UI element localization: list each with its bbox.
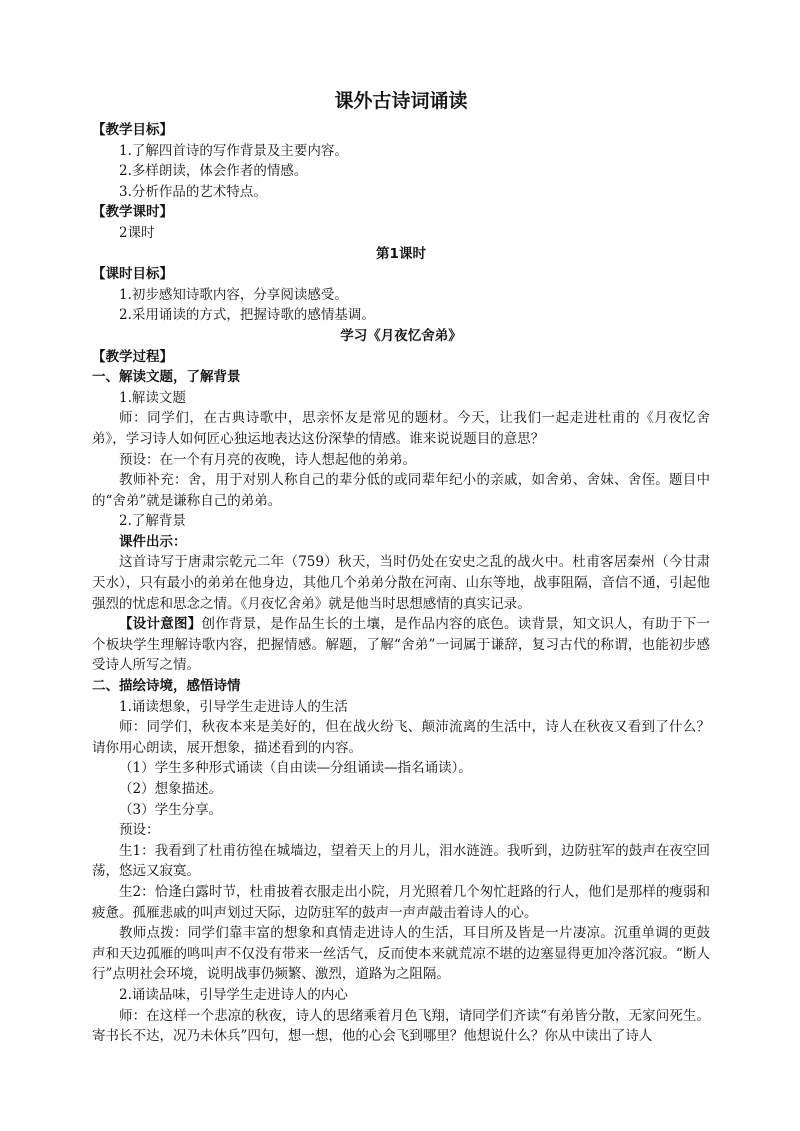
step-item: （1）学生多种形式诵读（自由读—分组诵读—指名诵读）。 [119, 760, 472, 777]
goals-heading: 【教学目标】 [92, 122, 173, 138]
paragraph: 这首诗写于唐肃宗乾元二年（759）秋天，当时仍处在安史之乱的战火中。杜甫客居秦州（今甘肃天水），只有最小的弟弟在他身边，其他几个弟弟分散在河南、山东等地，战事阻隔，音信不通，引起他强烈的忧虑和思念之情。《月夜忆舍弟》就是他当时思想感情的真实记录。 [92, 554, 710, 612]
document-title: 课外古诗词诵读 [334, 90, 468, 112]
courseware-label: 课件出示： [119, 533, 187, 550]
paragraph: 教师补充：舍，用于对别人称自己的辈分低的或同辈年纪小的亲戚，如舍弟、舍妹、舍侄。题目中的“舍弟”就是谦称自己的弟弟。 [92, 472, 710, 509]
goal-item: 2.多样朗读，体会作者的情感。 [119, 163, 308, 180]
section-heading: 一、解读文题，了解背景 [92, 369, 241, 386]
goal-item: 3.分析作品的艺术特点。 [119, 183, 267, 200]
subsection-title: 1.诵读想象，引导学生走进诗人的生活 [119, 698, 348, 715]
paragraph: 生1：我看到了杜甫彷徨在城墙边，望着天上的月儿，泪水涟涟。我听到，边防驻军的鼓声在夜空回荡，悠远又寂寞。 [92, 842, 710, 880]
paragraph: 教师点拨：同学们靠丰富的想象和真情走进诗人的生活，耳目所及皆是一片凄凉。沉重单调的更鼓声和天边孤雁的鸣叫声不仅没有带来一丝活气，反而使本来就荒凉不堪的边塞显得更加冷落沉寂。“断人行”点明社会环境，说明战事仍频繁、激烈，道路为之阻隔。 [92, 925, 710, 983]
paragraph: 师：同学们，秋夜本来是美好的，但在战火纷飞、颠沛流离的生活中，诗人在秋夜又看到了什么？请你用心朗读，展开想象，描述看到的内容。 [92, 719, 710, 756]
document-content [92, 86, 710, 1047]
subsection-title: 1.解读文题 [119, 389, 186, 406]
design-intent-paragraph [92, 614, 710, 676]
subsection-title: 2.了解背景 [119, 513, 186, 530]
lesson-title: 第1课时 [376, 245, 426, 262]
lesson-goal-item: 2.采用诵读的方式，把握诗歌的感情基调。 [119, 307, 375, 324]
process-heading: 【教学过程】 [92, 348, 173, 365]
design-intent-text: 创作背景，是作品生长的土壤，是作品内容的底色。读背景，知文识人，有助于下一个板块学生理解诗歌内容，把握情感。解题，了解“舍弟”一词属于谦辞，复习古代的称谓，也能初步感受诗人所写之情。 [92, 616, 710, 674]
paragraph: 师：同学们，在古典诗歌中，思亲怀友是常见的题材。今天，让我们一起走进杜甫的《月夜忆舍弟》，学习诗人如何匠心独运地表达这份深挚的情感。谁来说说题目的意思？ [92, 410, 710, 447]
paragraph: 生2：恰逢白露时节，杜甫披着衣服走出小院，月光照着几个匆忙赶路的行人，他们是那样的瘦弱和疲惫。孤雁悲戚的叫声划过天际，边防驻军的鼓声一声声敲击着诗人的心。 [92, 883, 710, 921]
lesson-goals-heading: 【课时目标】 [92, 266, 173, 283]
section-heading: 二、描绘诗境，感悟诗情 [92, 678, 241, 695]
paragraph: 预设： [119, 822, 160, 839]
hours-heading: 【教学课时】 [92, 204, 173, 221]
goal-item: 1.了解四首诗的写作背景及主要内容。 [119, 142, 348, 159]
hours-text: 2课时 [119, 224, 155, 241]
step-item: （3）学生分享。 [119, 801, 223, 818]
design-intent-label: 【设计意图】 [119, 616, 202, 633]
lesson-goal-item: 1.初步感知诗歌内容，分享阅读感受。 [119, 286, 348, 303]
study-title: 学习《月夜忆舍弟》 [340, 327, 462, 344]
paragraph: 预设：在一个有月亮的夜晚，诗人想起他的弟弟。 [119, 451, 416, 468]
step-item: （2）想象描述。 [119, 781, 223, 797]
subsection-title: 2.诵读品味，引导学生走进诗人的内心 [119, 986, 348, 1003]
paragraph: 师：在这样一个悲凉的秋夜，诗人的思绪乘着月色飞翔，请同学们齐读“有弟皆分散，无家问死生。寄书长不达，况乃未休兵”四句，想一想，他的心会飞到哪里？他想说什么？你从中读出了诗人 [92, 1007, 710, 1045]
